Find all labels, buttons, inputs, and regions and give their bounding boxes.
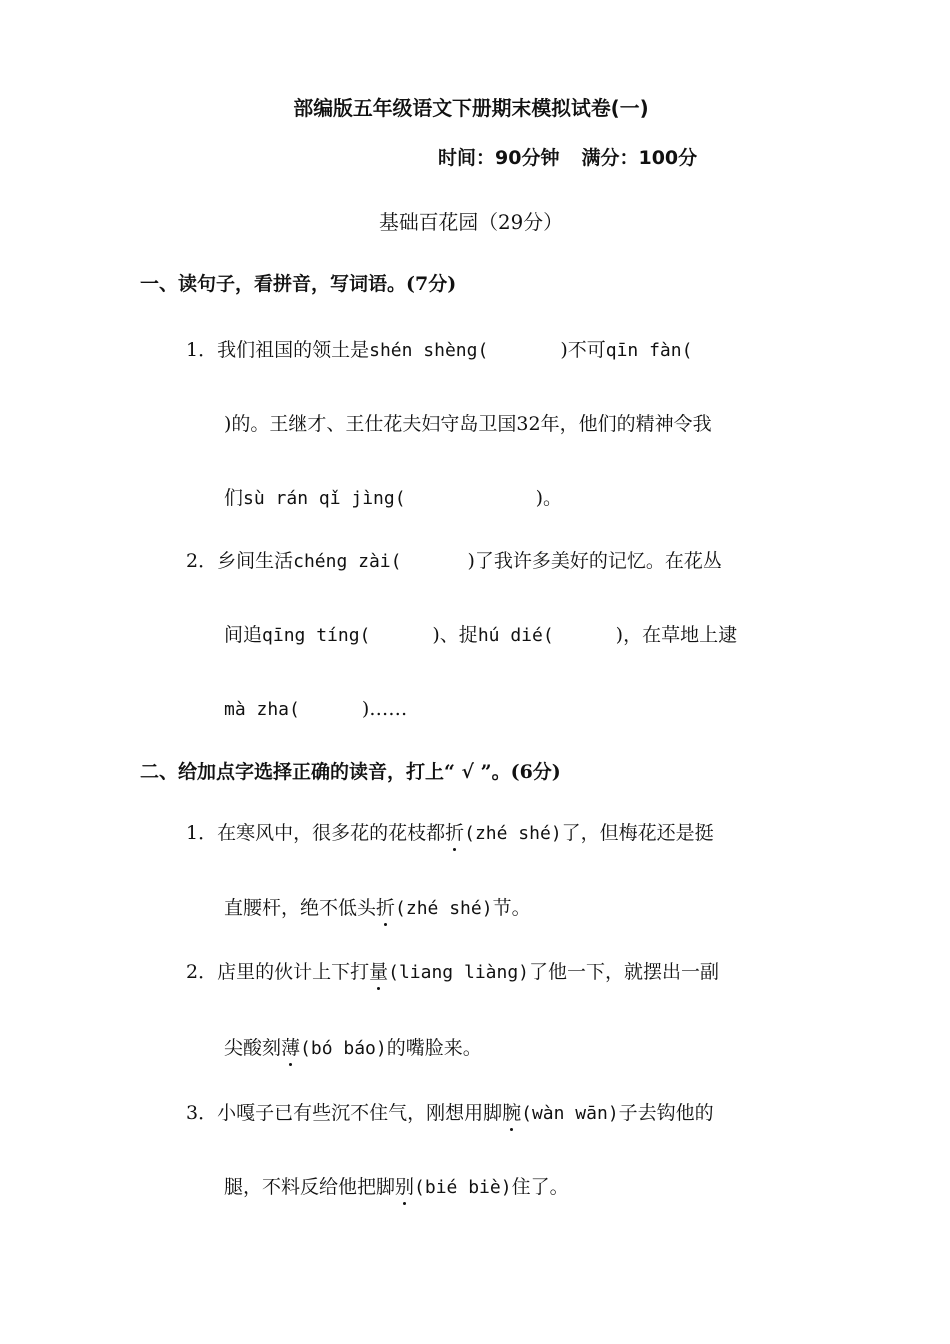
question-2-heading: 二、给加点字选择正确的读音，打上“ √ ”。(6分) bbox=[140, 761, 561, 783]
q2-item3-line1 bbox=[186, 1099, 714, 1128]
text: 尖酸刻 bbox=[224, 1037, 282, 1059]
item-number: 2． bbox=[186, 961, 218, 983]
dotted-char: 别 bbox=[395, 1173, 414, 1201]
score-label: 满分： bbox=[581, 147, 639, 169]
exam-title: 部编版五年级语文下册期末模拟试卷(一) bbox=[293, 96, 649, 120]
dotted-char: 薄 bbox=[281, 1034, 300, 1062]
q2-item2-line1 bbox=[186, 958, 719, 987]
pinyin-choices[interactable]: (bó báo) bbox=[300, 1038, 387, 1059]
q1-item1-line2 bbox=[224, 410, 712, 438]
text: 小嘎子已有些沉不住气，刚想用脚 bbox=[217, 1102, 503, 1124]
pinyin-choices[interactable]: (zhé shé) bbox=[464, 823, 562, 844]
pinyin: chéng zài( bbox=[293, 551, 402, 572]
text: 腿，不料反给他把脚 bbox=[224, 1176, 396, 1198]
q2-item1-line1 bbox=[186, 819, 714, 848]
pinyin: qīng tíng( bbox=[262, 625, 371, 646]
q2-item1-line2 bbox=[224, 894, 531, 923]
q1-item2-line1 bbox=[186, 547, 722, 576]
pinyin: qīn fàn( bbox=[605, 340, 693, 361]
time-label: 时间： bbox=[438, 147, 496, 169]
text: 们 bbox=[224, 487, 244, 509]
text: 店里的伙计上下打 bbox=[217, 961, 370, 983]
text: 住了。 bbox=[511, 1176, 569, 1198]
text: )不可 bbox=[560, 339, 606, 361]
pinyin: shén shèng( bbox=[369, 340, 489, 361]
pinyin-choices[interactable]: (wàn wān) bbox=[521, 1103, 619, 1124]
pinyin-choices[interactable]: (bié biè) bbox=[414, 1177, 512, 1198]
text: )了我许多美好的记忆。在花丛 bbox=[467, 550, 722, 572]
text: 乡间生活 bbox=[217, 550, 294, 572]
text: 间追 bbox=[224, 624, 263, 646]
q2-item3-line2 bbox=[224, 1173, 569, 1202]
text: )的。王继才、王仕花夫妇守岛卫国32年，他们的精神令我 bbox=[224, 413, 712, 435]
text: 了，但梅花还是挺 bbox=[561, 822, 714, 844]
text: )、捉 bbox=[432, 624, 478, 646]
q2-item2-line2 bbox=[224, 1034, 482, 1063]
time-value: 90分钟 bbox=[495, 147, 560, 169]
section-title: 基础百花园（29分） bbox=[379, 210, 563, 234]
pinyin-choices[interactable]: (zhé shé) bbox=[395, 898, 493, 919]
dotted-char: 腕 bbox=[502, 1099, 521, 1127]
dotted-char: 折 bbox=[445, 819, 464, 847]
text: 我们祖国的领土是 bbox=[217, 339, 370, 361]
pinyin: sù rán qǐ jìng( bbox=[243, 488, 406, 509]
q1-item1-line1 bbox=[186, 336, 692, 365]
dotted-char: 折 bbox=[376, 894, 395, 922]
score-value: 100分 bbox=[638, 147, 698, 169]
q1-item1-line3 bbox=[224, 484, 562, 513]
dotted-char: 量 bbox=[369, 958, 388, 986]
item-number: 1． bbox=[186, 339, 218, 361]
item-number: 2． bbox=[186, 550, 218, 572]
text: )…… bbox=[361, 698, 408, 720]
item-number: 1． bbox=[186, 822, 218, 844]
text: )。 bbox=[535, 487, 562, 509]
pinyin-choices[interactable]: (liang liàng) bbox=[388, 962, 530, 983]
text: )，在草地上逮 bbox=[615, 624, 738, 646]
text: 直腰杆，绝不低头 bbox=[224, 897, 377, 919]
pinyin: hú dié( bbox=[477, 625, 554, 646]
text: 节。 bbox=[492, 897, 531, 919]
pinyin: mà zha( bbox=[224, 699, 300, 720]
item-number: 3． bbox=[186, 1102, 218, 1124]
text: 了他一下，就摆出一副 bbox=[529, 961, 720, 983]
question-1-heading: 一、读句子，看拼音，写词语。(7分) bbox=[140, 273, 457, 295]
q1-item2-line3 bbox=[224, 695, 407, 724]
q1-item2-line2 bbox=[224, 621, 737, 650]
time-score-info bbox=[438, 144, 697, 172]
text: 子去钩他的 bbox=[618, 1102, 714, 1124]
text: 在寒风中，很多花的花枝都 bbox=[217, 822, 446, 844]
text: 的嘴脸来。 bbox=[386, 1037, 482, 1059]
